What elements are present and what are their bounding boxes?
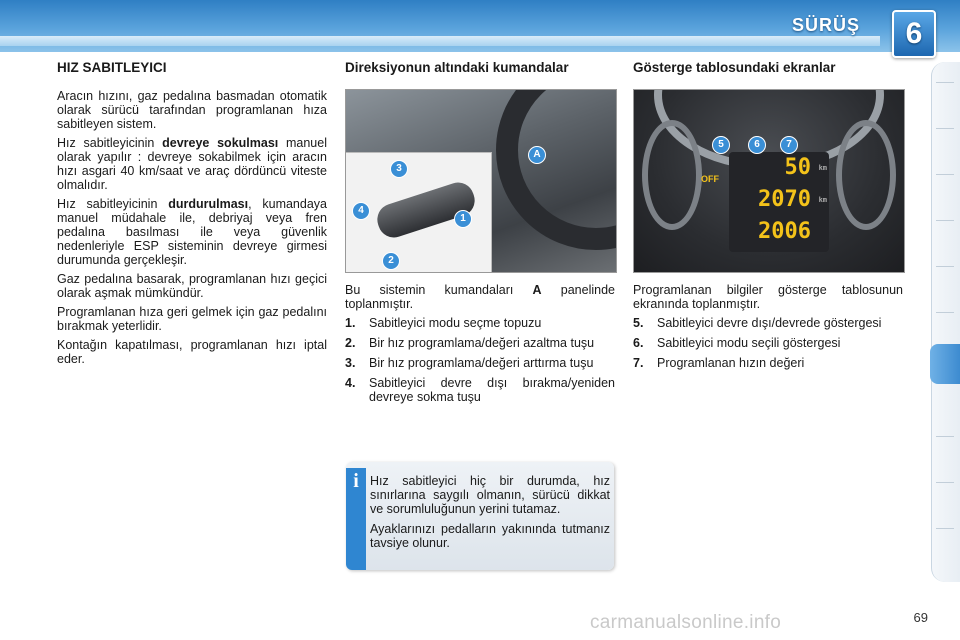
chapter-header xyxy=(0,0,960,52)
steering-controls-photo xyxy=(345,89,617,273)
paragraph: Programlanan bilgiler gösterge tablosunun ekranında toplanmıştır. xyxy=(633,283,903,312)
info-bar xyxy=(346,494,366,570)
steering-controls-column xyxy=(345,60,615,410)
paragraph: Hız sabitleyici hiç bir durumda, hız sınırlarına saygılı olmanın, sürücü dikkat ve sorumluluğunun yerini tutamaz. xyxy=(370,474,610,516)
paragraph: Kontağın kapatılması, programlanan hızı iptal eder. xyxy=(57,338,327,367)
paragraph: Hız sabitleyicinin devreye sokulması manuel olarak yapılır : devreye sokabilmek için aracın hızı asgari 40 km/saat ve araç dördüncü viteste olmalıdır. xyxy=(57,136,327,193)
column-heading: Direksiyonun altındaki kumandalar xyxy=(345,60,569,75)
column-heading: Gösterge tablosundaki ekranlar xyxy=(633,60,836,75)
info-note-box xyxy=(346,462,614,570)
list-item: 2. Bir hız programlama/değeri azaltma tuşu xyxy=(345,336,595,351)
callout-a: A xyxy=(528,146,546,164)
list-item: 6. Sabitleyici modu seçili göstergesi xyxy=(633,336,841,351)
info-text xyxy=(370,474,610,556)
dashboard-displays-column xyxy=(633,60,903,376)
lcd-odometer: 2070 km xyxy=(758,187,827,213)
info-icon: i xyxy=(346,468,366,494)
callout-6: 6 xyxy=(748,136,766,154)
page-number: 69 xyxy=(913,610,928,625)
callout-1: 1 xyxy=(454,210,472,228)
cruise-control-intro-column xyxy=(57,60,327,371)
paragraph: Gaz pedalına basarak, programlanan hızı geçici olarak aşmak mümkündür. xyxy=(57,272,327,301)
paragraph: Programlanan hıza geri gelmek için gaz pedalını bırakmak yeterlidir. xyxy=(57,305,327,334)
steering-wheel-shape xyxy=(496,89,617,250)
left-gauge-shape xyxy=(642,120,702,230)
instrument-cluster-photo xyxy=(633,89,905,273)
indicator-list xyxy=(633,316,903,370)
callout-2: 2 xyxy=(382,252,400,270)
cruise-off-indicator: OFF xyxy=(701,174,719,185)
lcd-year: 2006 xyxy=(758,219,811,245)
side-tab-divider xyxy=(936,128,954,129)
side-tab-divider xyxy=(936,174,954,175)
lcd-display xyxy=(701,152,829,252)
column-heading: HIZ SABITLEYICI xyxy=(57,60,167,75)
paragraph: Ayaklarınızı pedalların yakınında tutmanız tavsiye olunur. xyxy=(370,522,610,550)
side-tab-divider xyxy=(936,220,954,221)
lcd-speed: 50 km xyxy=(784,155,827,181)
watermark: carmanualsonline.info xyxy=(590,612,782,633)
list-item: 7. Programlanan hızın değeri xyxy=(633,356,805,371)
side-tab-chapter-6[interactable] xyxy=(930,344,960,384)
section-title: SÜRÜŞ xyxy=(791,15,860,35)
side-tab-divider xyxy=(936,266,954,267)
paragraph: Bu sistemin kumandaları A panelinde toplanmıştır. xyxy=(345,283,615,312)
side-tab-divider xyxy=(936,482,954,483)
side-tab-divider xyxy=(936,436,954,437)
side-tab-divider xyxy=(936,82,954,83)
list-item: 5. Sabitleyici devre dışı/devrede göstergesi xyxy=(633,316,882,331)
list-item: 1. Sabitleyici modu seçme topuzu xyxy=(345,316,542,331)
side-tab-divider xyxy=(936,528,954,529)
chapter-side-tabs xyxy=(931,62,960,582)
callout-7: 7 xyxy=(780,136,798,154)
paragraph: Hız sabitleyicinin durdurulması, kumandaya manuel müdahale ile, debriyaj veya fren pedalına basılması ile veya güvenlik nedenleriyle ESP sisteminin devreye girmesi durumunda gerçekleşir. xyxy=(57,197,327,268)
paragraph: Aracın hızını, gaz pedalına basmadan otomatik olarak sürücü tarafından programlanan hıza sabitleyen sistem. xyxy=(57,89,327,132)
list-item: 3. Bir hız programlama/değeri arttırma tuşu xyxy=(345,356,594,371)
side-tab-divider xyxy=(936,312,954,313)
callout-5: 5 xyxy=(712,136,730,154)
callout-3: 3 xyxy=(390,160,408,178)
control-list xyxy=(345,316,615,404)
chapter-number-badge: 6 xyxy=(892,10,936,58)
list-item: 4. Sabitleyici devre dışı bırakma/yeniden devreye sokma tuşu xyxy=(345,376,615,405)
header-strip xyxy=(0,36,880,46)
callout-4: 4 xyxy=(352,202,370,220)
right-gauge-shape xyxy=(836,120,896,230)
